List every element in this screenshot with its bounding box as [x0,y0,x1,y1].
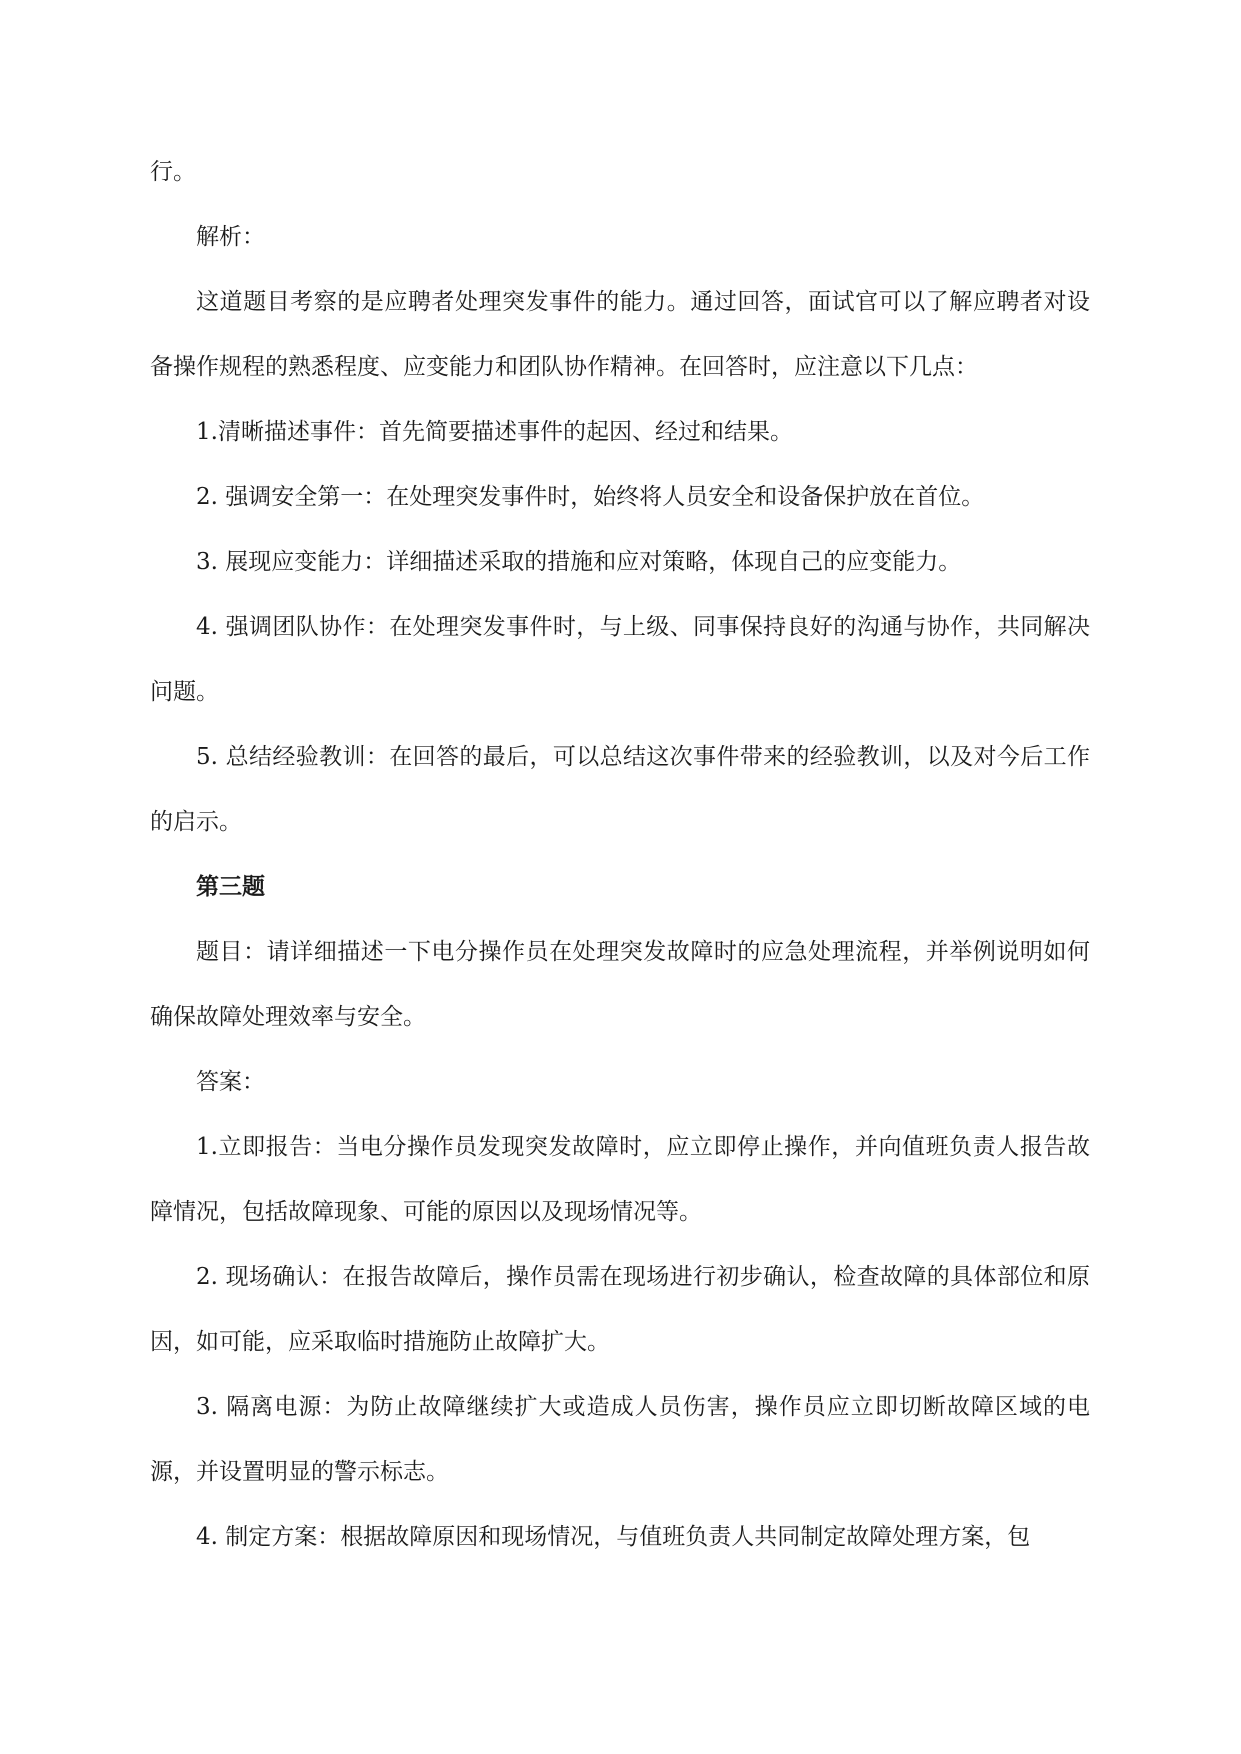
answer-step-4: 4. 制定方案：根据故障原因和现场情况，与值班负责人共同制定故障处理方案，包 [196,1524,1031,1550]
analysis-point-1: 1.清晰描述事件：首先简要描述事件的起因、经过和结果。 [196,419,793,445]
document-body [150,140,1090,1570]
answer-label: 答案： [196,1069,265,1095]
answer-step-3: 3. 隔离电源：为防止故障继续扩大或造成人员伤害，操作员应立即切断故障区域的电源，并设置明显的警示标志。 [150,1394,1090,1485]
analysis-label: 解析： [196,224,265,250]
analysis-point-4: 4. 强调团队协作：在处理突发事件时，与上级、同事保持良好的沟通与协作，共同解决问题。 [150,614,1090,705]
analysis-point-3: 3. 展现应变能力：详细描述采取的措施和应对策略，体现自己的应变能力。 [196,549,962,575]
paragraph-continuation: 行。 [150,159,196,185]
answer-step-1: 1.立即报告：当电分操作员发现突发故障时，应立即停止操作，并向值班负责人报告故障情况，包括故障现象、可能的原因以及现场情况等。 [150,1134,1090,1225]
analysis-paragraph: 这道题目考察的是应聘者处理突发事件的能力。通过回答，面试官可以了解应聘者对设备操作规程的熟悉程度、应变能力和团队协作精神。在回答时，应注意以下几点： [150,289,1090,380]
analysis-point-5: 5. 总结经验教训：在回答的最后，可以总结这次事件带来的经验教训，以及对今后工作的启示。 [150,744,1090,835]
answer-step-2: 2. 现场确认：在报告故障后，操作员需在现场进行初步确认，检查故障的具体部位和原因，如可能，应采取临时措施防止故障扩大。 [150,1264,1090,1355]
analysis-point-2: 2. 强调安全第一：在处理突发事件时，始终将人员安全和设备保护放在首位。 [196,484,985,510]
question-paragraph: 题目：请详细描述一下电分操作员在处理突发故障时的应急处理流程，并举例说明如何确保故障处理效率与安全。 [150,939,1090,1030]
section-heading: 第三题 [196,874,265,900]
